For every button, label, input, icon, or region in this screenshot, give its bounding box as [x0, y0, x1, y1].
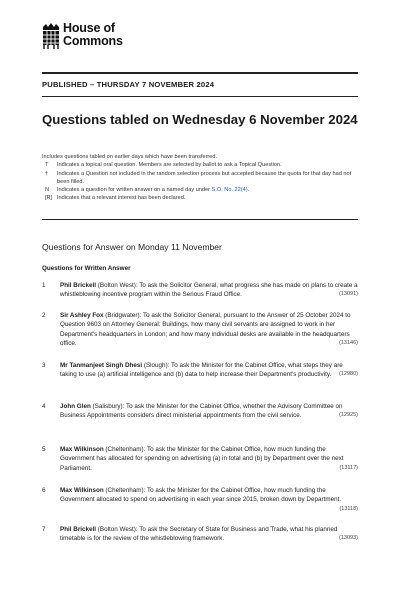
question-text: To ask the Minister for the Cabinet Office, how much funding the Government allocated to spend on advertising in each year since 2015, broken down by Department.: [60, 487, 342, 504]
question-constituency: (Cheltenham):: [103, 487, 146, 494]
question-constituency: (Salisbury):: [90, 403, 125, 410]
note-symbol: T: [45, 162, 49, 169]
question-number: 7: [42, 526, 46, 533]
question-text: To ask the Solicitor General, what progress she has made on plans to create a whistleblowing incentive program within the Serious Fraud Office.: [60, 282, 358, 299]
question-constituency: (Cheltenham):: [103, 446, 146, 453]
standing-order-link[interactable]: S.O. No. 22(4): [211, 187, 248, 194]
section-subheading: Questions for Written Answer: [42, 265, 131, 272]
note-text-end: .: [247, 187, 250, 194]
note-text: Indicates a Question not included in the random selection process but accepted because the quota for that day had not been filled.: [57, 170, 352, 185]
question-number: 3: [42, 362, 46, 369]
published-date: PUBLISHED – THURSDAY 7 NOVEMBER 2024: [42, 80, 215, 89]
question-number: 2: [42, 312, 46, 319]
section-heading: Questions for Answer on Monday 11 November: [42, 242, 222, 252]
note-row-topical: [42, 161, 362, 169]
question-reference: (13093): [339, 535, 358, 542]
question-member: Max Wilkinson: [60, 487, 104, 494]
question-text: To ask the Solicitor General, pursuant to the Answer of 25 October 2024 to Question 9603 on Attorney General: Buildings, how many civil servants are assigned to work in her Department's headquarters in London; and how many individual desks are available in the headquarters office.: [60, 312, 351, 347]
question-member: John Glen: [60, 403, 91, 410]
question-member: Max Wilkinson: [60, 446, 104, 453]
header-divider-top: [42, 72, 358, 74]
logo-line-1: House of: [63, 21, 115, 35]
note-symbol: †: [45, 170, 49, 177]
question-text: To ask the Minister for the Cabinet Office, whether the Advisory Committee on Business Appointments considers direct ministerial appointments from the civil service.: [60, 403, 343, 420]
question-number: 5: [42, 446, 46, 453]
question-body: [60, 361, 358, 380]
question-member: Phil Brickell: [60, 526, 97, 533]
question-body: [60, 281, 358, 300]
question-text: To ask the Minister for the Cabinet Office, how much funding the Government has allocated for spending on advertising (a) in total and (b) by Department over the next Parliament.: [60, 446, 344, 472]
question-reference: (13117): [339, 464, 358, 471]
question-number: 1: [42, 282, 46, 289]
note-symbol: N: [45, 187, 50, 194]
note-symbol: [R]: [45, 195, 53, 202]
question-text: To ask the Secretary of State for Business and Trade, what his planned timetable is for the review of the whistleblowing framework.: [60, 526, 338, 543]
question-member: Sir Ashley Fox: [60, 312, 104, 319]
house-of-commons-logo: [42, 22, 152, 52]
question-body: [60, 402, 358, 421]
question-reference: (13091): [339, 291, 358, 298]
question-body: [60, 445, 358, 473]
question-constituency: (Slough):: [142, 362, 170, 369]
question-member: Phil Brickell: [60, 282, 97, 289]
question-number: 6: [42, 487, 46, 494]
note-text: Indicates that a relevant interest has been declared.: [57, 195, 186, 202]
question-constituency: (Bolton West):: [96, 282, 138, 289]
question-member: Mr Tanmanjeet Singh Dhesi: [60, 362, 143, 369]
header-divider-bottom: [42, 96, 358, 97]
question-text: To ask the Minister for the Cabinet Office, what steps they are taking to use (a) artificial intelligence and (b) data to help increase their Department's productivity.: [60, 362, 343, 379]
question-number: 4: [42, 403, 46, 410]
question-body: [60, 486, 358, 514]
note-row-interest: [42, 194, 362, 202]
note-text: [57, 186, 362, 194]
page-title: Questions tabled on Wednesday 6 November 2024: [42, 112, 358, 127]
note-row-named-day: [42, 186, 362, 194]
notes-intro: Includes questions tabled on earlier days which have been transferred.: [42, 154, 218, 160]
note-row-dagger: [42, 170, 362, 187]
section-divider: [42, 219, 358, 220]
portcullis-icon: [42, 22, 60, 50]
question-constituency: (Bridgwater):: [103, 312, 142, 319]
question-reference: (12925): [339, 412, 358, 419]
note-text-main: Indicates a question for written answer on a named day under: [57, 187, 212, 194]
question-reference: (12980): [339, 371, 358, 378]
note-text: Indicates a topical oral question. Members are selected by ballot to ask a Topical Question.: [57, 162, 282, 169]
logo-wordmark: [63, 22, 123, 47]
question-body: [60, 525, 358, 544]
question-reference: (13146): [339, 339, 358, 346]
logo-line-2: Commons: [63, 33, 123, 48]
question-body: [60, 311, 358, 348]
question-constituency: (Bolton West):: [96, 526, 138, 533]
notes-block: [42, 153, 362, 203]
question-reference: (13118): [339, 505, 358, 512]
